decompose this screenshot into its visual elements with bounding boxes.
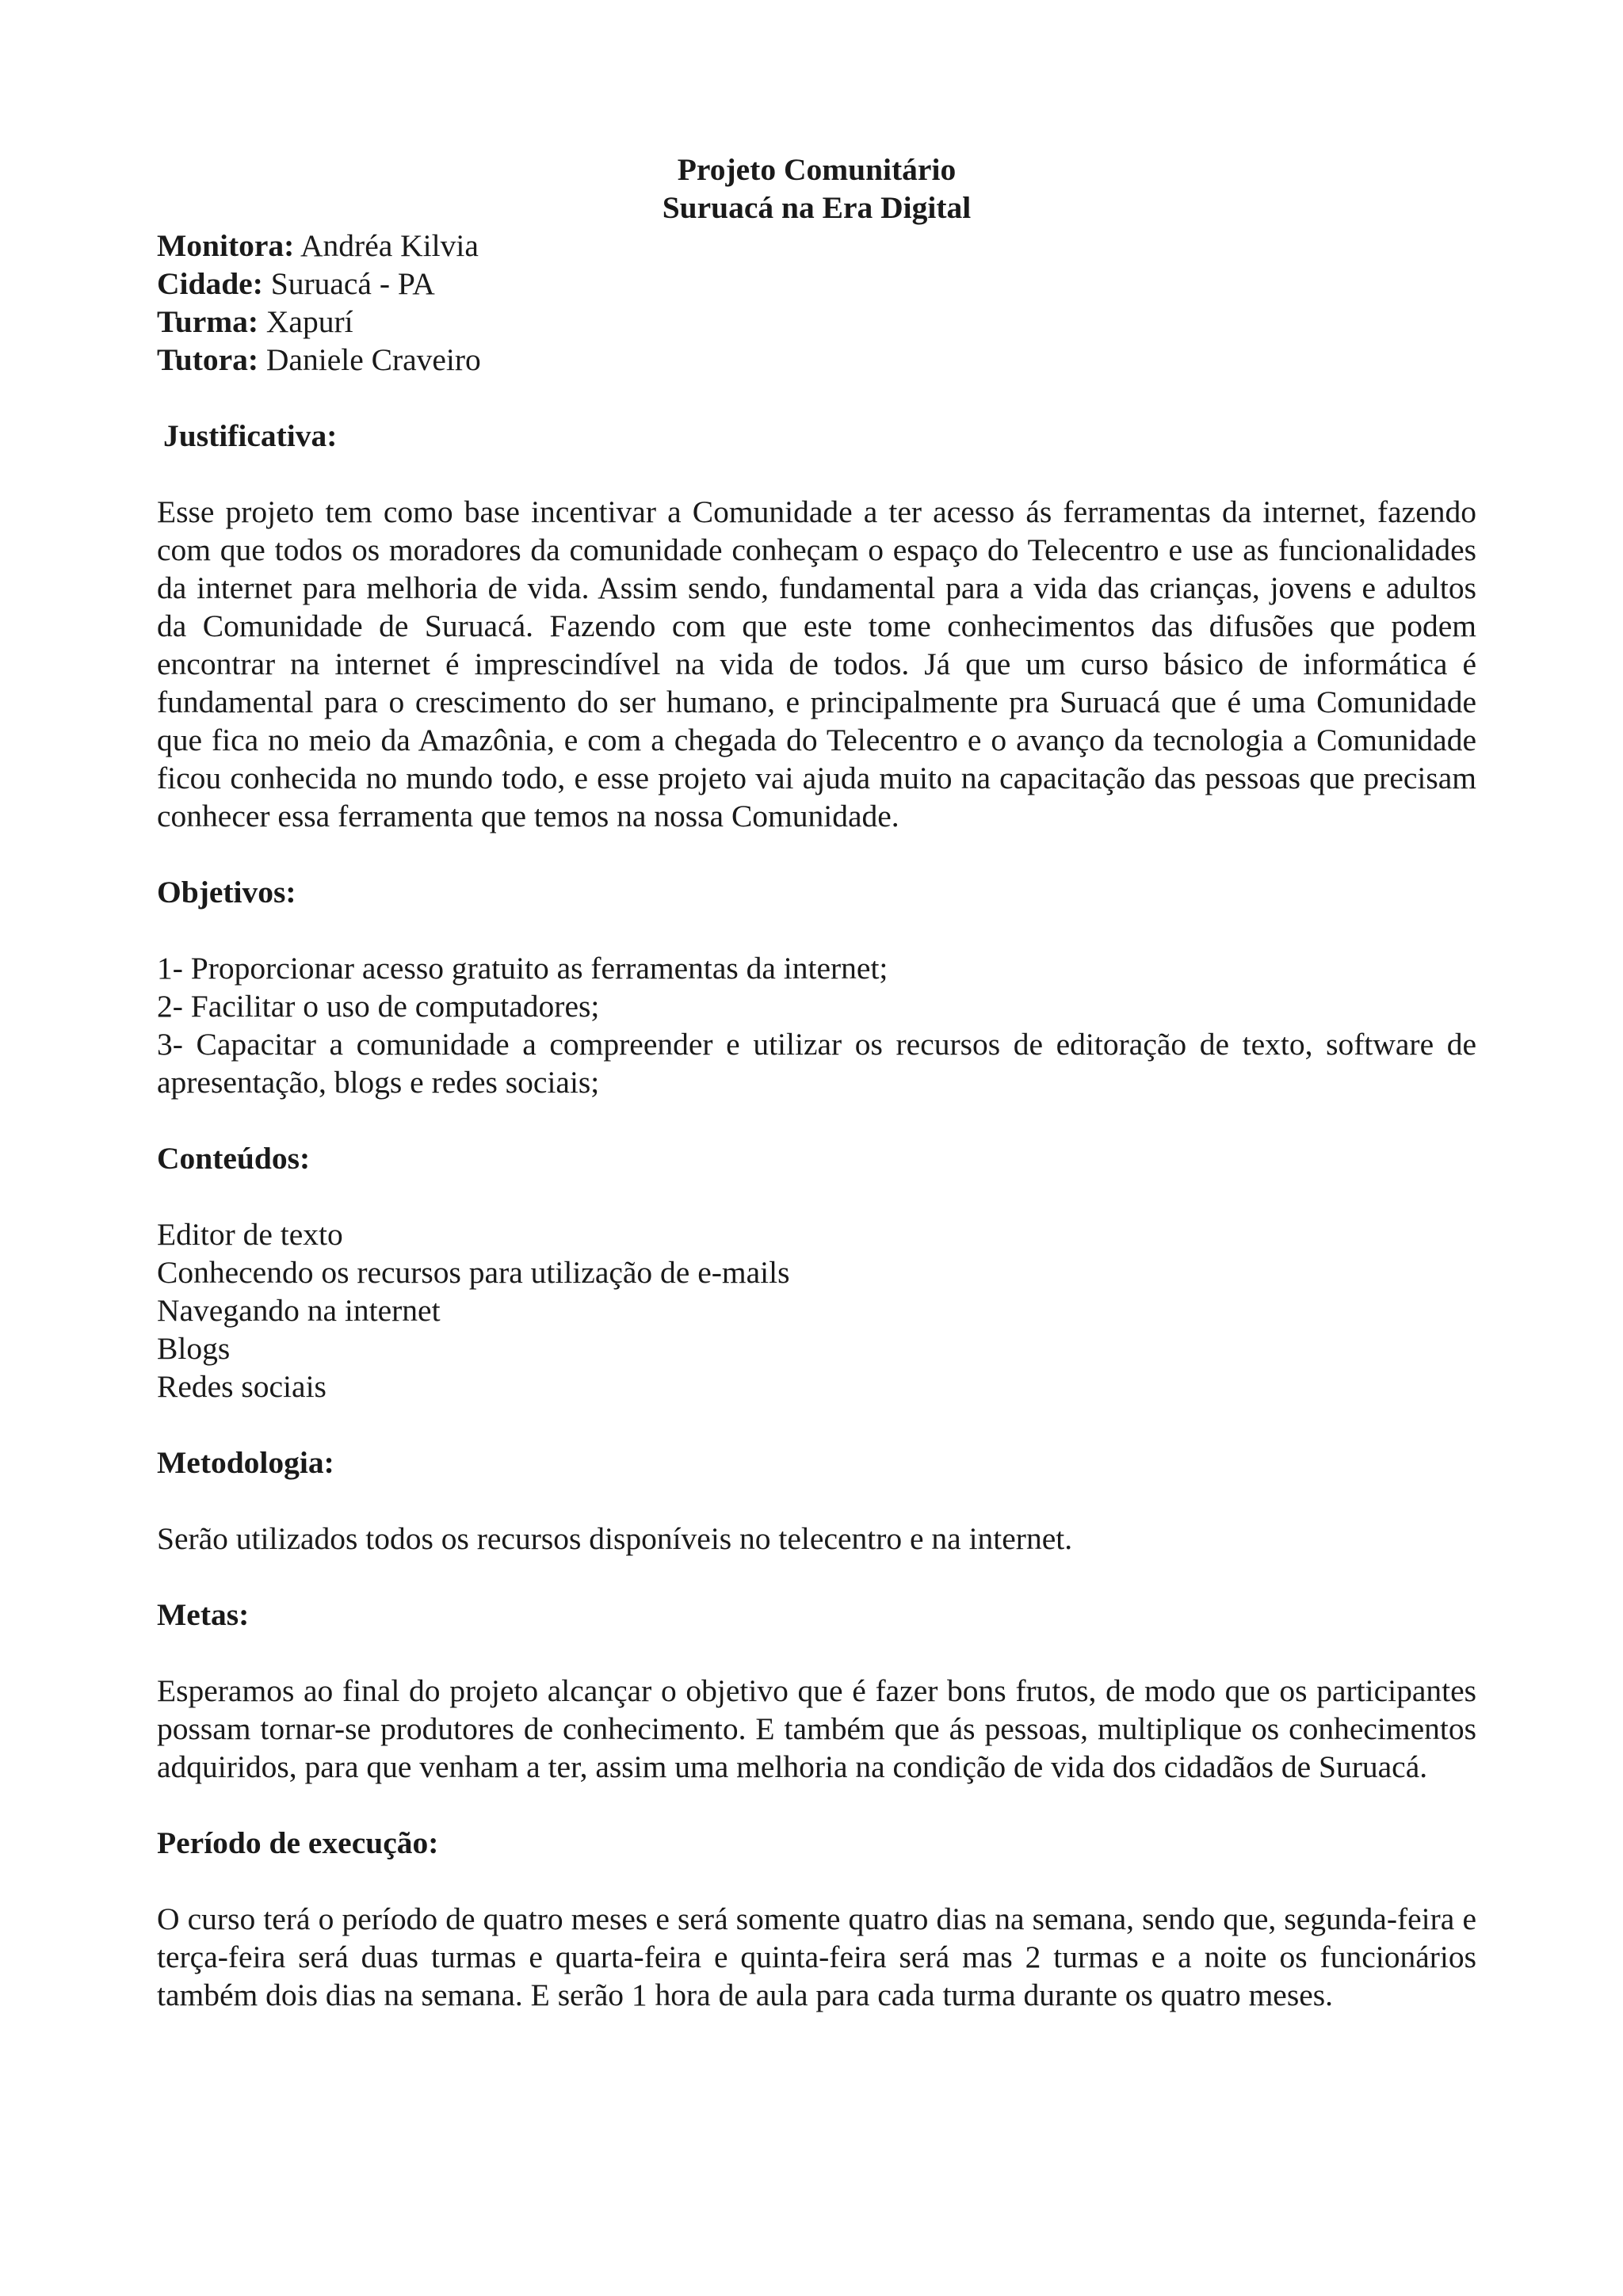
info-value: Daniele Craveiro	[258, 342, 481, 377]
info-turma	[157, 303, 1476, 341]
list-item: Blogs	[157, 1331, 231, 1366]
heading-metas: Metas:	[157, 1597, 250, 1632]
info-block	[157, 227, 1476, 379]
info-cidade	[157, 265, 1476, 303]
info-label: Monitora:	[157, 228, 295, 263]
info-label: Cidade:	[157, 266, 263, 301]
list-item: 1- Proporcionar acesso gratuito as ferramentas da internet;	[157, 951, 888, 986]
info-value: Suruacá - PA	[262, 266, 435, 301]
info-tutora	[157, 341, 1476, 379]
info-value: Andréa Kilvia	[294, 228, 479, 263]
paragraph-metodologia: Serão utilizados todos os recursos disponíveis no telecentro e na internet.	[157, 1521, 1073, 1556]
document-title: Projeto Comunitário	[677, 152, 957, 187]
document-page	[157, 151, 1476, 2014]
info-label: Turma:	[157, 304, 259, 339]
list-item: 2- Facilitar o uso de computadores;	[157, 989, 600, 1024]
paragraph-justificativa: Esse projeto tem como base incentivar a Comunidade a ter acesso ás ferramentas da internet, fazendo com que todos os moradores da comunidade conheçam o espaço do Telecentro e use as funcionalidades da internet para melhoria de vida. Assim sendo, fundamental para a vida das crianças, jovens e adultos da Comunidade de Suruacá. Fazendo com que este tome conhecimentos das difusões que podem encontrar na internet é imprescindível na vida de todos. Já que um curso básico de informática é fundamental para o crescimento do ser humano, e principalmente pra Suruacá que é uma Comunidade que fica no meio da Amazônia, e com a chegada do Telecentro e o avanço da tecnologia a Comunidade ficou conhecida no mundo todo, e esse projeto vai ajuda muito na capacitação das pessoas que precisam conhecer essa ferramenta que temos na nossa Comunidade.	[157, 494, 1476, 833]
heading-objetivos: Objetivos:	[157, 875, 296, 910]
paragraph-metas: Esperamos ao final do projeto alcançar o objetivo que é fazer bons frutos, de modo que os participantes possam tornar-se produtores de conhecimento. E também que ás pessoas, multiplique os conhecimentos adquiridos, para que venham a ter, assim uma melhoria na condição de vida dos cidadãos de Suruacá.	[157, 1673, 1476, 1784]
list-item: Conhecendo os recursos para utilização de e-mails	[157, 1255, 790, 1290]
heading-justificativa: Justificativa:	[163, 418, 338, 453]
list-item: 3- Capacitar a comunidade a compreender e utilizar os recursos de editoração de texto, software de apresentação, blogs e redes sociais;	[157, 1027, 1476, 1100]
list-item: Navegando na internet	[157, 1293, 441, 1328]
document-subtitle: Suruacá na Era Digital	[662, 190, 972, 225]
paragraph-periodo: O curso terá o período de quatro meses e será somente quatro dias na semana, sendo que, segunda-feira e terça-feira será duas turmas e quarta-feira e quinta-feira será mas 2 turmas e a noite os funcionários também dois dias na semana. E serão 1 hora de aula para cada turma durante os quatro meses.	[157, 1901, 1476, 2012]
heading-conteudos: Conteúdos:	[157, 1141, 311, 1176]
list-item: Redes sociais	[157, 1369, 327, 1404]
heading-periodo: Período de execução:	[157, 1825, 439, 1860]
heading-metodologia: Metodologia:	[157, 1445, 334, 1480]
list-item: Editor de texto	[157, 1217, 343, 1252]
info-value: Xapurí	[258, 304, 353, 339]
info-label: Tutora:	[157, 342, 259, 377]
info-monitora	[157, 227, 1476, 265]
